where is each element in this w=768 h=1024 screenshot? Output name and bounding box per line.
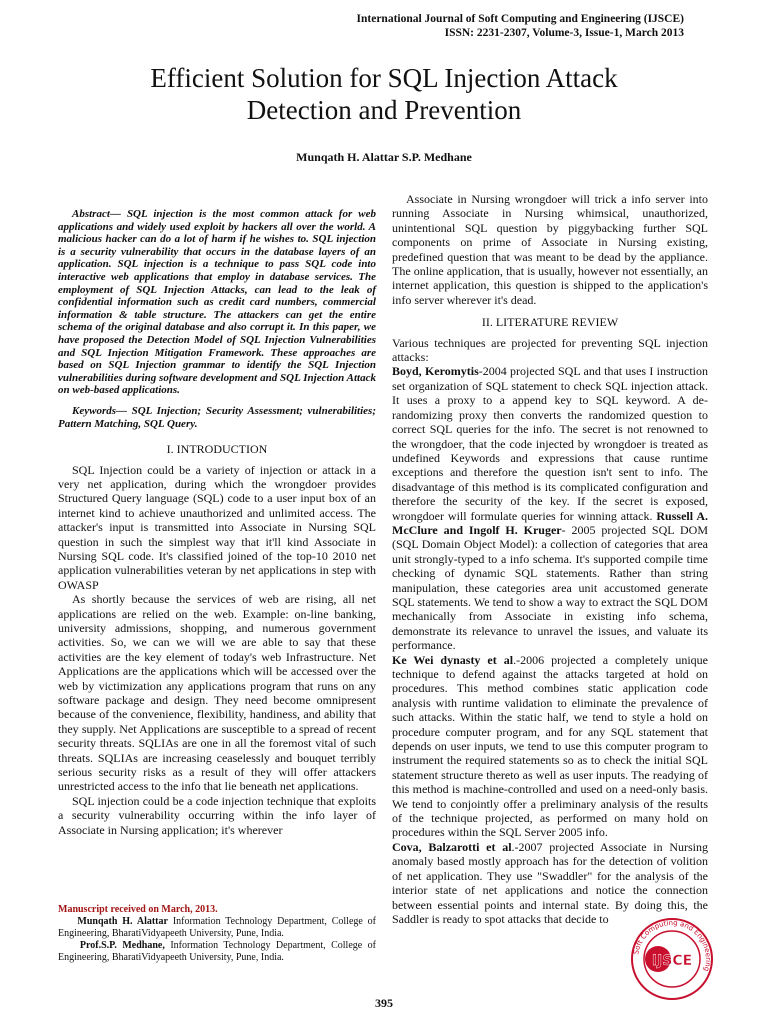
footnote-author-2 bbox=[58, 940, 376, 964]
intro-continued-paragraph: Associate in Nursing wrongdoer will trick a info server into running Associate in Nursing whimsical, unauthorized, unintentional SQL question by piggybacking further SQL components on prime of Associate in Nursing existing, predefined question that was meant to be dead by the appliance. The online application, that is usually, however not essentially, an internet application, this question is shipped to the application's info server wherever it's dead. bbox=[392, 192, 708, 307]
author-ref-kewei: Ke Wei dynasty et al bbox=[392, 652, 514, 667]
literature-boyd-text: -2004 projected SQL and that uses I instruction set organization of SQL statement to check SQL injection attack. It uses a proxy to a append key to SQL keyword. A de-randomizing proxy then converts the randomized question to correct SQL queries for the info. The secret is not renowned to the wrongdoer, that the code injected by wrongdoer is treated as undefined Keywords and expressions that cause runtime exceptions and therefore the question isn't sent to info. The disadvantage of this method is its complicated configuration and therefore the security of the key. If the secret is exposed, wrongdoer will formulate queries for winning attack. bbox=[392, 364, 708, 523]
keywords: Keywords— SQL Injection; Security Assessment; vulnerabilities; Pattern Matching, SQL Query. bbox=[58, 404, 376, 430]
literature-intro: Various techniques are projected for preventing SQL injection attacks: bbox=[392, 335, 708, 365]
footnote-author-2-affiliation: Information Technology Department, College of Engineering, BharatiVidyapeeth University, Pune, India. bbox=[58, 940, 377, 963]
footnote-received: Manuscript received on March, 2013. bbox=[58, 904, 218, 915]
footnotes bbox=[58, 904, 376, 964]
footnote-author-2-name: Prof.S.P. Medhane, bbox=[79, 940, 165, 951]
intro-paragraph-2: As shortly because the services of web are rising, all net applications are relied on the web. Example: on-line banking, university admissions, shopping, and numerous government activities. So, we can we will we are able to say that these activities are the key element of today's web Infrastructure. Net Applications are the applications which will be accessed over the web by victimization any applications program that runs on any software package and design. They need become omnipresent because of the convenience, flexibility, handiness, and ability that they supply. Net Applications are susceptible to a spread of recent security threats. SQLIAs are one in all the foremost vital of such threats. SQLIAs are increasing ceaselessly and bouquet terribly serious security risks as a result of they will offer attackers unrestricted access to the info that lie beneath net applications. bbox=[58, 592, 376, 794]
literature-cova-text: .-2007 projected Associate in Nursing anomaly based mostly approach has for the detection of volition of net application. They use "Swaddler" for the analysis of the interior state of net applications and notice the connection between essential points and internal state. By doing this, the Saddler is ready to spot attacks that decide to bbox=[392, 839, 708, 926]
author-ref-russell: Russell A. McClure and Ingolf H. Kruger bbox=[392, 508, 708, 537]
journal-issn: ISSN: 2231-2307, Volume-3, Issue-1, March 2013 bbox=[444, 27, 684, 39]
journal-header bbox=[357, 12, 684, 40]
literature-cova bbox=[392, 840, 708, 926]
intro-paragraph-1: SQL Injection could be a variety of injection or attack in a very net application, during which the wrongdoer provides Structured Query language (SQL) code to a user input box of an internet kind to achieve unauthorized and unlimited access. The attacker's input is transmitted into Associate in Nursing SQL question in such the simplest way that it'll kind Associate in Nursing SQL code. It's classified joined of the top-10 2010 net application vulnerabilities veteran by net applications in step with OWASP bbox=[58, 462, 376, 592]
left-column bbox=[58, 208, 376, 837]
intro-paragraph-3: SQL injection could be a code injection technique that exploits a security vulnerability occurring within the info layer of Associate in Nursing application; it's wherever bbox=[58, 793, 376, 837]
section-heading-literature-review: II. LITERATURE REVIEW bbox=[481, 315, 619, 330]
literature-russell-text: - 2005 projected SQL DOM (SQL Domain Object Model): a collection of categories that area unit strongly-typed to a info schema. It's supported compile time checking of dynamic SQL statements. Rather than string manipulation, these categories area unit accustomed generate SQL statements. We tend to show a way to extract the SQL DOM mechanically from Associate in existing info schema, demonstrate its relevance to unravel the issues, and valuate its performance. bbox=[392, 522, 708, 653]
author-ref-boyd: Boyd, Keromytis bbox=[392, 364, 479, 379]
title-line-1: Efficient Solution for SQL Injection Attack bbox=[150, 63, 618, 93]
paper-title bbox=[0, 62, 768, 126]
title-line-2: Detection and Prevention bbox=[246, 95, 522, 125]
footnote-author-1 bbox=[58, 916, 376, 940]
literature-kewei-text: .-2006 projected a completely unique technique to defend against the attacks targeted at hold on procedures. This method combines static application code analysis with runtime validation to eliminate the prevalence of such attacks. Within the static half, we tend to style a hold on procedure computer program, and for any SQL statement that depends on user inputs, we tend to use this computer program to instrument the required statements so as to check the initial SQL statement structure thereto as well as user inputs. The readying of this method is machine-controlled and used on a need-only basis. We tend to conjointly offer a preliminary analysis of the results of the technique projected, as performed on many hold on procedures within the SQL Server 2005 info. bbox=[392, 652, 708, 840]
literature-boyd bbox=[392, 364, 708, 652]
author-line: Munqath H. Alattar S.P. Medhane bbox=[296, 150, 472, 164]
ijsce-logo bbox=[628, 915, 716, 1005]
abstract: Abstract— SQL injection is the most common attack for web applications and widely used exploit by hackers all over the world. A malicious hacker can do a lot of harm if he wishes to. SQL injection is a security vulnerability that occurs in the database layers of an application. SQL injection is a technique to pass SQL code into interactive web applications that employ in database services. The employment of SQL Injection Attacks, can lead to the leak of confidential information such as credit card numbers, commercial information & table structure. The attackers can get the entire schema of the original database and also corrupt it. In this paper, we have proposed the Detection Model of SQL Injection Vulnerabilities and SQL Injection Mitigation Framework. These approaches are based on SQL Injection grammar to identify the SQL Injection vulnerabilities during software development and SQL Injection Attack on web-based applications. bbox=[58, 208, 376, 397]
journal-name: International Journal of Soft Computing and Engineering (IJSCE) bbox=[356, 13, 684, 25]
author-ref-cova: Cova, Balzarotti et al bbox=[392, 839, 512, 854]
right-column bbox=[392, 192, 708, 926]
literature-kewei bbox=[392, 653, 708, 840]
page-number: 395 bbox=[375, 996, 393, 1010]
logo-text: IJSCE bbox=[651, 953, 693, 969]
logo-ring-text: Soft Computing and Engineering bbox=[632, 918, 713, 973]
footnote-author-1-affiliation: Information Technology Department, College of Engineering, BharatiVidyapeeth University, Pune, India. bbox=[58, 916, 377, 939]
footnote-author-1-name: Munqath H. Alattar bbox=[77, 916, 168, 927]
section-heading-introduction: I. INTRODUCTION bbox=[166, 442, 268, 457]
